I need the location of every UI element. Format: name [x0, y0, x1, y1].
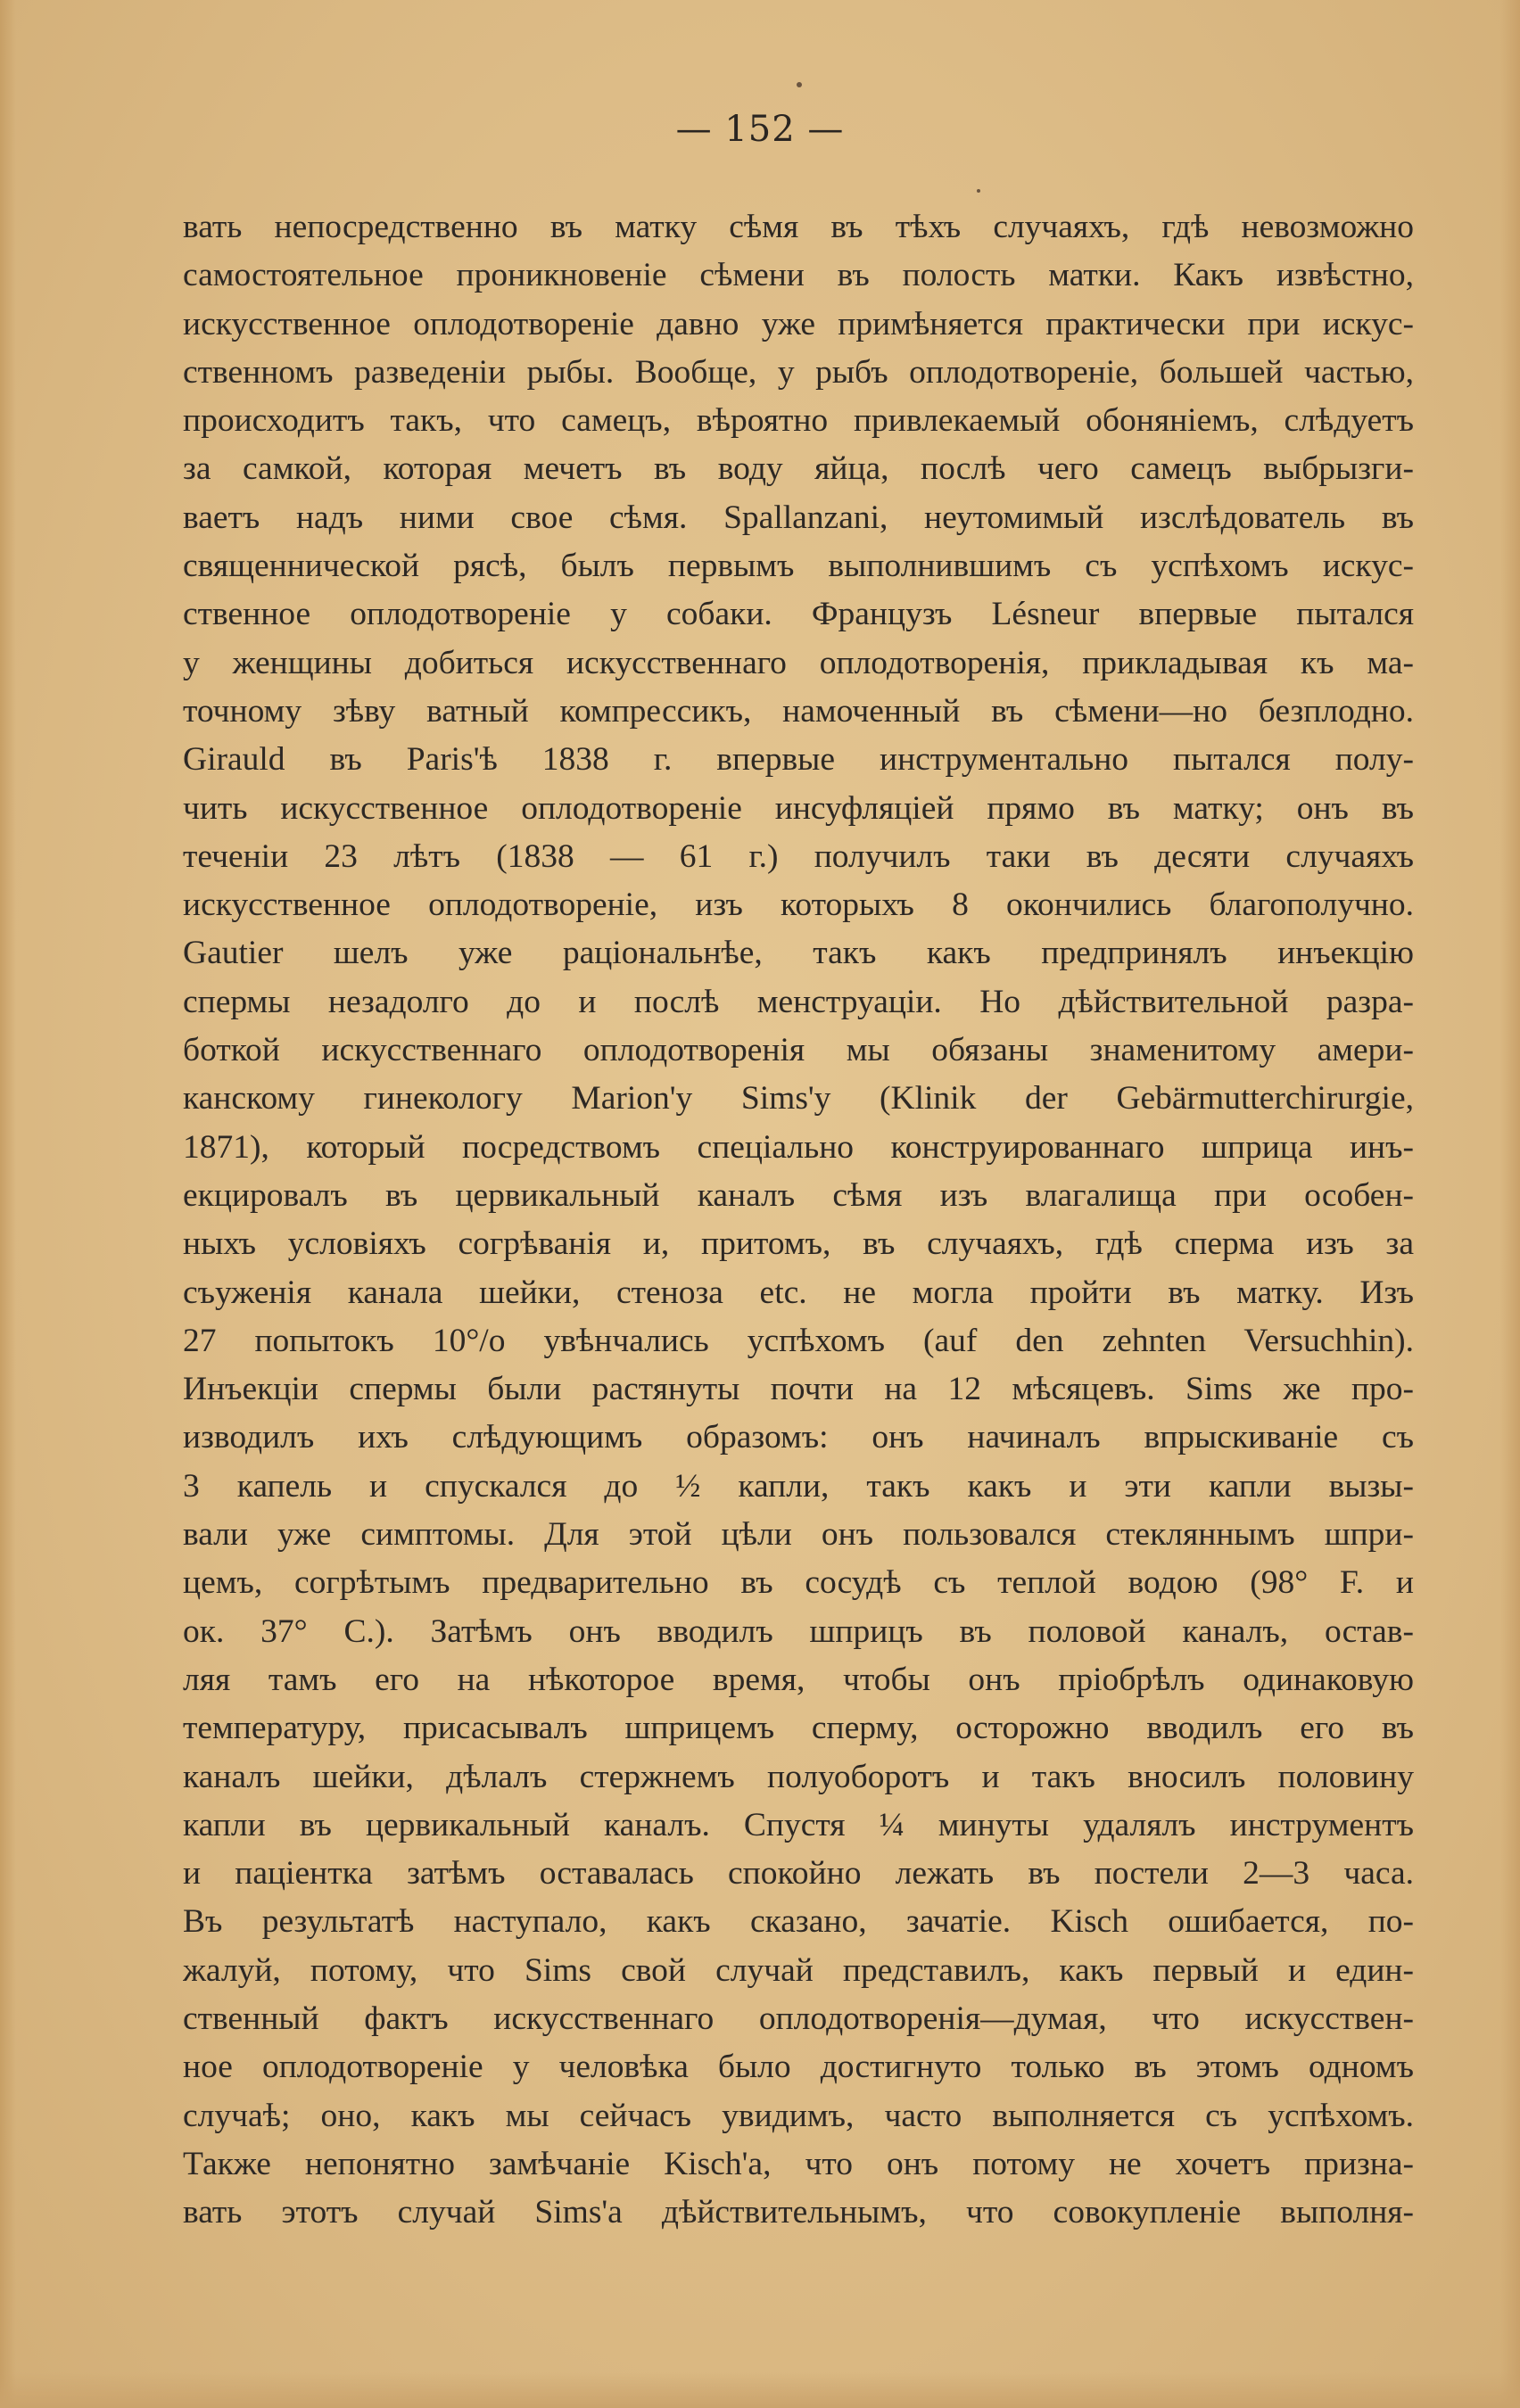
text-line: и паціентка затѣмъ оставалась спокойно лежать въ постели 2—3 часа.	[183, 1855, 1414, 1893]
page-edge-shadow-bottom	[0, 2372, 1520, 2408]
page-number: — 152 —	[675, 109, 845, 150]
text-line: 3 капель и спускался до ½ капли, такъ какъ и эти капли вызы-	[183, 1467, 1414, 1505]
text-line: самостоятельное проникновеніе сѣмени въ полость матки. Какъ извѣстно,	[183, 257, 1414, 294]
text-line: ок. 37° C.). Затѣмъ онъ вводилъ шприцъ въ половой каналъ, остав-	[183, 1612, 1414, 1650]
text-line: температуру, присасывалъ шприцемъ сперму, осторожно вводилъ его въ	[183, 1710, 1414, 1747]
text-line: жалуй, потому, что Sims свой случай представилъ, какъ первый и един-	[183, 1951, 1414, 1989]
text-line: происходитъ такъ, что самецъ, вѣроятно привлекаемый обоняніемъ, слѣдуетъ	[183, 402, 1414, 440]
text-line: 1871), который посредствомъ спеціально конструированнаго шприца инъ-	[183, 1128, 1414, 1166]
text-line: искусственное оплодотвореніе давно уже примѣняется практически при искус-	[183, 305, 1414, 342]
text-line: ное оплодотвореніе у человѣка было достигнуто только въ этомъ одномъ	[183, 2049, 1414, 2086]
text-line: случаѣ; оно, какъ мы сейчасъ увидимъ, часто выполняется съ успѣхомъ.	[183, 2097, 1414, 2134]
text-line: каналъ шейки, дѣлалъ стержнемъ полуоборотъ и такъ вносилъ половину	[183, 1758, 1414, 1795]
text-line: вать непосредственно въ матку сѣмя въ тѣхъ случаяхъ, гдѣ невозможно	[183, 209, 1414, 245]
text-line: вали уже симптомы. Для этой цѣли онъ пользовался стекляннымъ шпри-	[183, 1516, 1414, 1554]
text-line: чить искусственное оплодотвореніе инсуфляціей прямо въ матку; онъ въ	[183, 789, 1414, 827]
text-line: ваетъ надъ ними свое сѣмя. Spallanzani, неутомимый изслѣдователь въ	[183, 499, 1414, 536]
text-line: ственное оплодотвореніе у собаки. Французъ Lésneur впервые пытался	[183, 596, 1414, 633]
text-line: ственномъ разведеніи рыбы. Вообще, у рыбъ оплодотвореніе, большей частью,	[183, 353, 1414, 391]
text-line: Girauld въ Paris'ѣ 1838 г. впервые инструментально пытался полу-	[183, 741, 1414, 779]
text-line: Gautier шелъ уже раціональнѣе, такъ какъ предпринялъ инъекцію	[183, 935, 1414, 972]
page-edge-shadow-left	[0, 0, 16, 2408]
text-line: за самкой, которая мечетъ въ воду яйца, послѣ чего самецъ выбрызги-	[183, 450, 1414, 488]
text-line: вать этотъ случай Sims'а дѣйствительнымъ, что совокупленіе выполня-	[183, 2194, 1414, 2231]
text-line: съуженія канала шейки, стеноза etc. не могла пройти въ матку. Изъ	[183, 1274, 1414, 1311]
text-line: спермы незадолго до и послѣ менструаціи. Но дѣйствительной разра-	[183, 983, 1414, 1020]
text-line: ляя тамъ его на нѣкоторое время, чтобы онъ пріобрѣлъ одинаковую	[183, 1661, 1414, 1698]
text-line: Также непонятно замѣчаніе Kisch'а, что онъ потому не хочетъ призна-	[183, 2145, 1414, 2182]
text-line: канскому гинекологу Marion'у Sims'у (Klinik der Gebärmutterchirurgie,	[183, 1080, 1414, 1117]
text-line: капли въ цервикальный каналъ. Спустя ¼ минуты удалялъ инструментъ	[183, 1806, 1414, 1843]
text-line: священнической рясѣ, былъ первымъ выполнившимъ съ успѣхомъ искус-	[183, 548, 1414, 585]
text-line: цемъ, согрѣтымъ предварительно въ сосудѣ съ теплой водою (98° F. и	[183, 1564, 1414, 1602]
print-speck	[797, 82, 802, 87]
text-line: Въ результатѣ наступало, какъ сказано, зачатіе. Kisch ошибается, по-	[183, 1903, 1414, 1941]
text-line: 27 попытокъ 10°/o увѣнчались успѣхомъ (auf den zehnten Versuchhin).	[183, 1322, 1414, 1359]
text-line: искусственное оплодотвореніе, изъ которыхъ 8 окончились благополучно.	[183, 887, 1414, 924]
text-line: ныхъ условіяхъ согрѣванія и, притомъ, въ случаяхъ, гдѣ сперма изъ за	[183, 1225, 1414, 1263]
page-edge-shadow-right	[1500, 0, 1520, 2408]
body-text	[183, 203, 1414, 2237]
text-line: у женщины добиться искусственнаго оплодотворенія, прикладывая къ ма-	[183, 644, 1414, 681]
text-line: точному зѣву ватный компрессикъ, намоченный въ сѣмени—но безплодно.	[183, 692, 1414, 730]
text-line: ственный фактъ искусственнаго оплодотворенія—думая, что искусствен-	[183, 2000, 1414, 2037]
text-line: екцировалъ въ цервикальный каналъ сѣмя изъ влагалища при особен-	[183, 1176, 1414, 1214]
text-line: теченіи 23 лѣтъ (1838 — 61 г.) получилъ таки въ десяти случаяхъ	[183, 837, 1414, 875]
print-speck	[977, 189, 980, 193]
text-line: изводилъ ихъ слѣдующимъ образомъ: онъ начиналъ впрыскиваніе съ	[183, 1419, 1414, 1456]
text-line: Инъекціи спермы были растянуты почти на 12 мѣсяцевъ. Sims же про-	[183, 1371, 1414, 1408]
text-line: боткой искусственнаго оплодотворенія мы обязаны знаменитому амери-	[183, 1032, 1414, 1069]
